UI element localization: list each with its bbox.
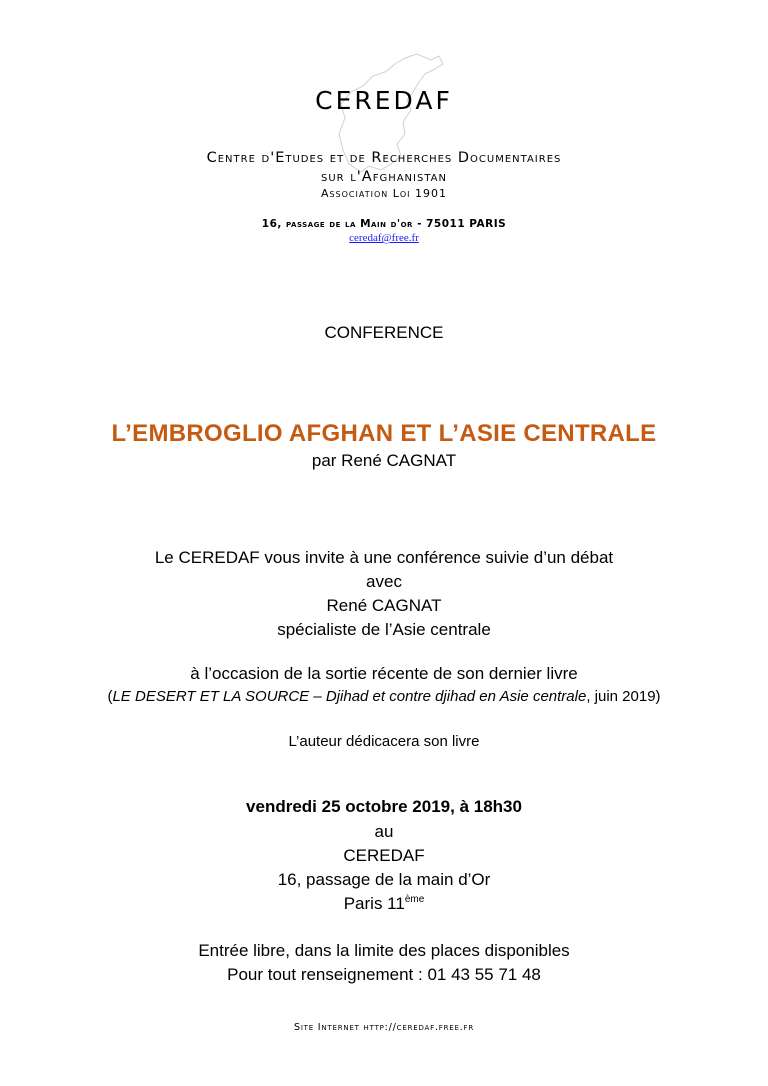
event-date: vendredi 25 octobre 2019, à 18h30 — [246, 797, 522, 816]
book-reference — [0, 688, 768, 705]
invitation-line: Le CEREDAF vous invite à une conférence suivie d’un débat — [154, 548, 614, 567]
book-occasion-line: à l’occasion de la sortie récente de son dernier livre — [190, 664, 578, 683]
entry-note: Entrée libre, dans la limite des places disponibles — [198, 941, 570, 960]
info-phone: Pour tout renseignement : 01 43 55 71 48 — [227, 965, 541, 984]
at-line: au — [374, 822, 394, 841]
email-line — [0, 232, 768, 244]
book-signing-note: L’auteur dédicacera son livre — [288, 733, 480, 750]
conference-title: L’EMBROGLIO AFGHAN ET L’ASIE CENTRALE — [111, 420, 657, 447]
speaker-name: René CAGNAT — [326, 596, 442, 615]
with-line: avec — [366, 572, 402, 591]
association-status: Association Loi 1901 — [320, 187, 448, 200]
ceredaf-logo-text: CEREDAF — [315, 86, 453, 115]
organization-name-line1: Centre d'Etudes et de Recherches Documentaires — [206, 150, 562, 166]
email-link[interactable]: ceredaf@free.fr — [349, 232, 419, 244]
conference-label: CONFERENCE — [324, 323, 444, 342]
book-date: , juin 2019) — [586, 688, 661, 705]
city-name: Paris 11 — [343, 894, 405, 913]
book-open-paren: ( — [107, 688, 113, 705]
book-title: LE DESERT ET LA SOURCE – Djihad et contre djihad en Asie centrale — [112, 688, 587, 705]
venue-name: CEREDAF — [343, 846, 425, 865]
venue-address: 16, passage de la main d’Or — [277, 870, 491, 889]
venue-city — [0, 894, 768, 914]
speaker-role: spécialiste de l’Asie centrale — [277, 620, 491, 639]
website-footer: Site Internet http://ceredaf.free.fr — [293, 1022, 475, 1033]
organization-name-line2: sur l'Afghanistan — [321, 169, 447, 185]
speaker-byline: par René CAGNAT — [311, 451, 457, 470]
city-arrondissement-suffix: ème — [404, 894, 425, 905]
organization-address: 16, passage de la Main d'or - 75011 PARIS — [261, 218, 507, 230]
